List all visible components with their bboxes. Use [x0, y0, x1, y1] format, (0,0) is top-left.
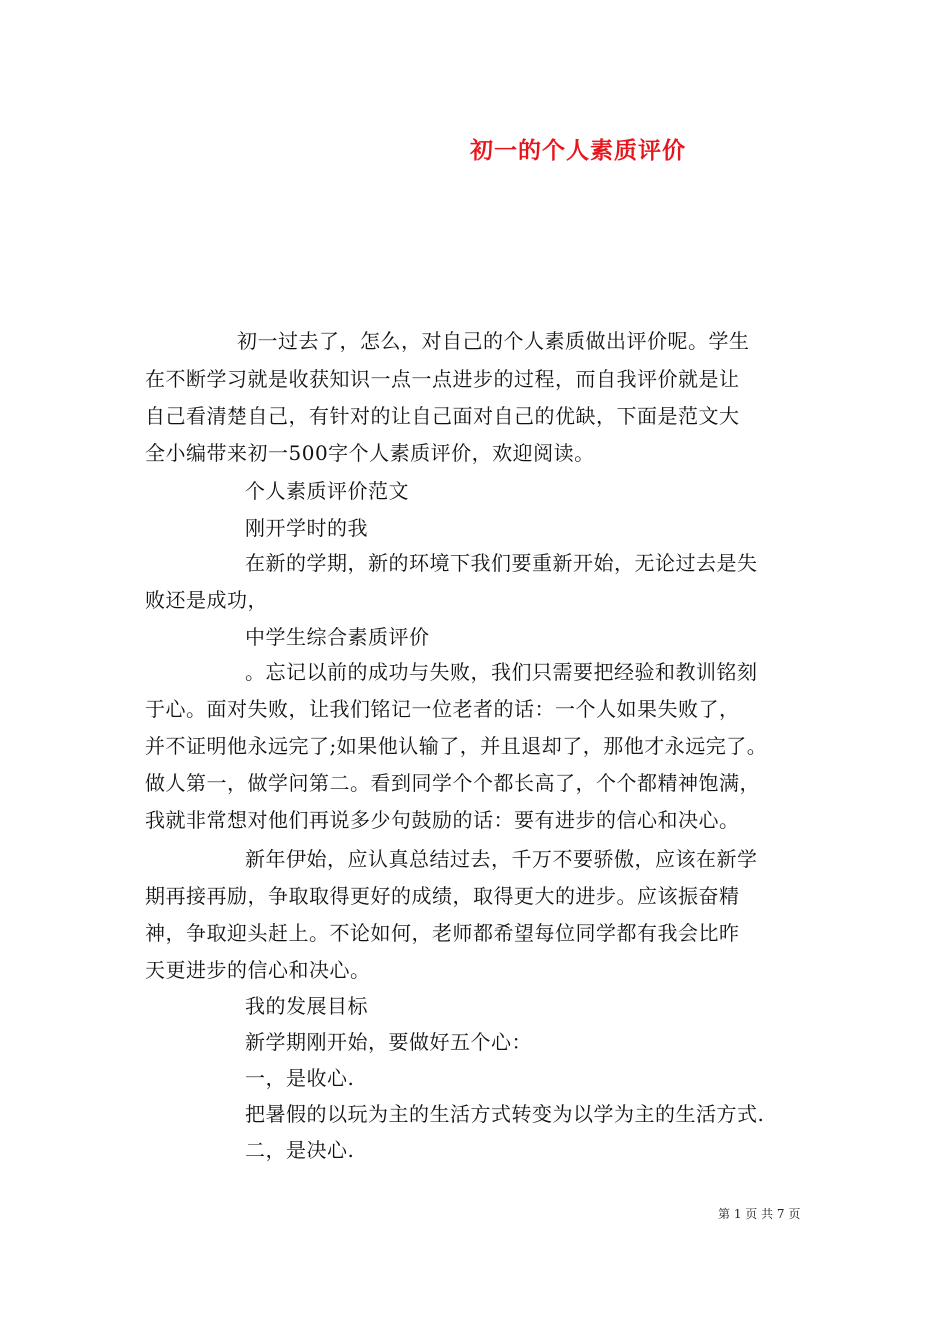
paragraph-line: 败还是成功， — [145, 588, 268, 612]
paragraph-line: 初一过去了，怎么，对自己的个人素质做出评价呢。学生 — [237, 329, 750, 353]
page-number-footer: 第 1 页 共 7 页 — [718, 1207, 801, 1221]
section-heading: 刚开学时的我 — [245, 516, 368, 540]
paragraph-line: 二，是决心. — [245, 1138, 355, 1162]
paragraph-line: 全小编带来初一500字个人素质评价，欢迎阅读。 — [145, 441, 595, 465]
paragraph-line: 并不证明他永远完了;如果他认输了，并且退却了，那他才永远完了。 — [145, 734, 768, 758]
paragraph-line: 自己看清楚自己，有针对的让自己面对自己的优缺，下面是范文大 — [145, 404, 740, 428]
paragraph-line: 新年伊始，应认真总结过去，千万不要骄傲，应该在新学 — [245, 847, 758, 871]
paragraph-line: 做人第一，做学问第二。看到同学个个都长高了，个个都精神饱满， — [145, 771, 760, 795]
paragraph-line: 把暑假的以玩为主的生活方式转变为以学为主的生活方式. — [245, 1102, 765, 1126]
paragraph-line: 于心。面对失败，让我们铭记一位老者的话：一个人如果失败了， — [145, 697, 740, 721]
paragraph-line: 。忘记以前的成功与失败，我们只需要把经验和教训铭刻 — [245, 660, 758, 684]
paragraph-line: 新学期刚开始，要做好五个心： — [245, 1030, 532, 1054]
paragraph-line: 在新的学期，新的环境下我们要重新开始，无论过去是失 — [245, 551, 758, 575]
paragraph-line: 一，是收心. — [245, 1066, 355, 1090]
paragraph-line: 期再接再励，争取取得更好的成绩，取得更大的进步。应该振奋精 — [145, 884, 740, 908]
section-heading: 中学生综合素质评价 — [245, 625, 430, 649]
paragraph-line: 在不断学习就是收获知识一点一点进步的过程，而自我评价就是让 — [145, 367, 740, 391]
section-heading: 我的发展目标 — [245, 994, 368, 1018]
section-heading: 个人素质评价范文 — [245, 479, 409, 503]
paragraph-line: 神，争取迎头赶上。不论如何，老师都希望每位同学都有我会比昨 — [145, 921, 740, 945]
paragraph-line: 天更进步的信心和决心。 — [145, 958, 371, 982]
document-title: 初一的个人素质评价 — [470, 137, 686, 164]
paragraph-line: 我就非常想对他们再说多少句鼓励的话：要有进步的信心和决心。 — [145, 808, 740, 832]
